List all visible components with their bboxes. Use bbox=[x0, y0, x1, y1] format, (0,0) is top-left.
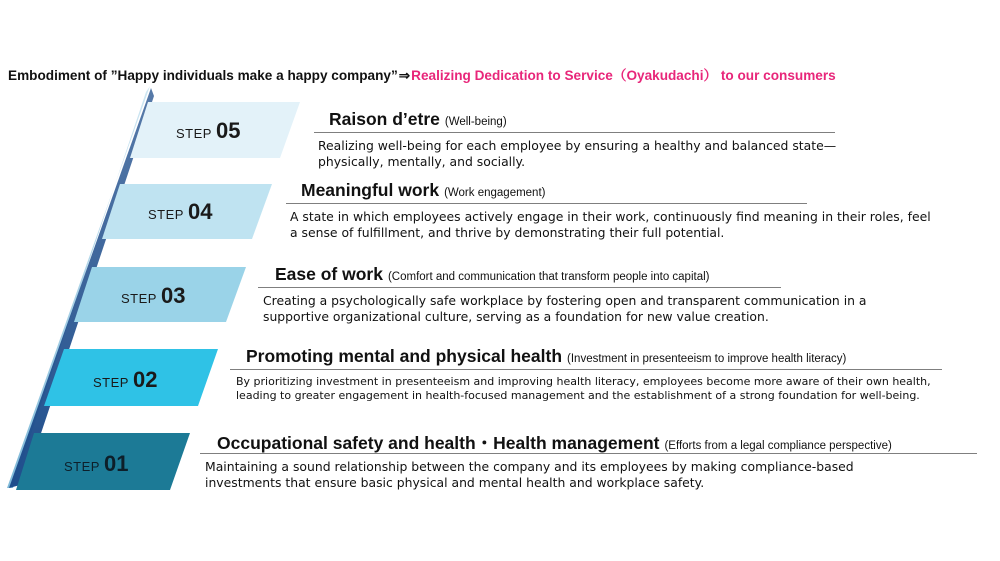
step-01-title: Occupational safety and health・Health management bbox=[217, 433, 660, 453]
step-02-title-row bbox=[246, 346, 846, 367]
step-04-title-row bbox=[301, 180, 545, 201]
step-03-divider bbox=[258, 287, 781, 288]
step-03-label: STEP 03 bbox=[121, 283, 186, 308]
step-02-description: By prioritizing investment in presenteeism and improving health literacy, employees become more aware of their own health, leading to greater engagement in health-focused management and the establishment of a strong foundation for well-being. bbox=[236, 375, 931, 402]
step-05-subtitle: (Well-being) bbox=[444, 116, 507, 128]
step-03-title: Ease of work bbox=[275, 264, 383, 284]
step-03-subtitle: (Comfort and communication that transform people into capital) bbox=[387, 271, 710, 283]
step-05-title-row bbox=[329, 109, 507, 130]
step-01-label: STEP 01 bbox=[64, 451, 129, 476]
step-03-title-row bbox=[275, 264, 709, 285]
step-01-divider bbox=[200, 453, 977, 454]
step-05-divider bbox=[314, 132, 835, 133]
step-05-label: STEP 05 bbox=[176, 118, 241, 143]
arrow-icon: ⇒ bbox=[398, 68, 411, 83]
step-01-title-row bbox=[217, 430, 892, 455]
headline-highlight: Realizing Dedication to Service（Oyakudachi） to our consumers bbox=[411, 68, 836, 83]
step-04-title: Meaningful work bbox=[301, 180, 440, 200]
step-02-subtitle: (Investment in presenteeism to improve health literacy) bbox=[567, 353, 847, 365]
step-05-description: Realizing well-being for each employee by ensuring a healthy and balanced state—physically, mentally, and socially. bbox=[318, 138, 837, 169]
step-04-divider bbox=[286, 203, 807, 204]
step-02-label: STEP 02 bbox=[93, 367, 158, 392]
step-04-label: STEP 04 bbox=[148, 199, 213, 224]
step-03-description: Creating a psychologically safe workplace by fostering open and transparent communication in a supportive organizational culture, serving as a foundation for new value creation. bbox=[263, 293, 867, 324]
step-01-subtitle: (Efforts from a legal compliance perspective) bbox=[664, 440, 892, 452]
step-04-subtitle: (Work engagement) bbox=[444, 187, 546, 199]
step-01-description: Maintaining a sound relationship between the company and its employees by making compliance-based investments that ensure basic physical and mental health and workplace safety. bbox=[205, 459, 854, 490]
step-04-description: A state in which employees actively engage in their work, continuously find meaning in their roles, feel a sense of fulfillment, and thrive by demonstrating their full potential. bbox=[290, 209, 931, 240]
step-02-title: Promoting mental and physical health bbox=[246, 346, 563, 366]
step-05-title: Raison d’etre bbox=[329, 109, 440, 129]
step-02-divider bbox=[230, 369, 942, 370]
headline-prefix: Embodiment of ”Happy individuals make a happy company” bbox=[8, 68, 398, 83]
